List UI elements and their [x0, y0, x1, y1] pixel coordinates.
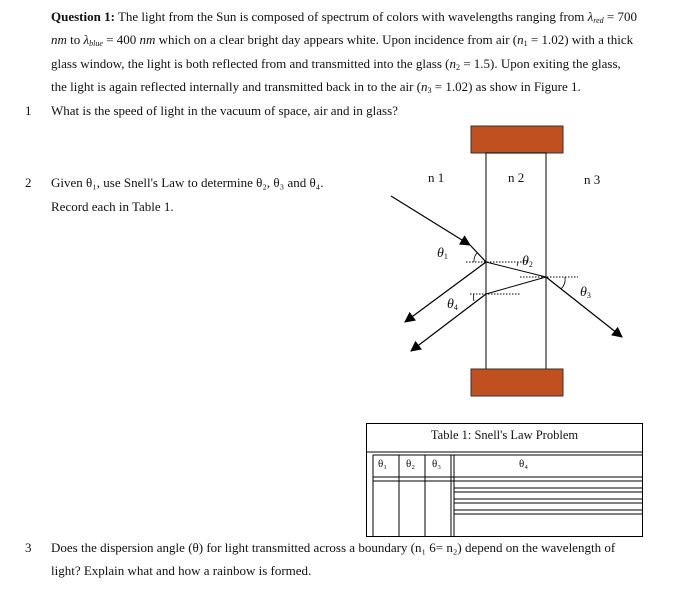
lambda-symbol: λ	[83, 32, 90, 47]
top-block	[471, 126, 563, 153]
label-theta2: $\theta_2$	[522, 254, 533, 269]
item-number: 3	[25, 540, 32, 555]
label-theta1: $\theta_1$	[437, 246, 448, 261]
table-grid	[367, 424, 642, 536]
reflected-ray-1	[405, 262, 486, 322]
intro-text: = 700	[603, 9, 638, 24]
intro-text: = 1.5). Upon exiting the glass,	[459, 56, 621, 71]
question-heading: Question 1:	[51, 9, 115, 24]
item-3-line-2: light? Explain what and how a rainbow is formed.	[51, 563, 312, 578]
subscript: blue	[89, 39, 103, 48]
item-1-text: What is the speed of light in the vacuum of space, air and in glass?	[51, 103, 398, 118]
label-theta4: $\theta_4$	[447, 297, 458, 312]
subscript: 2	[455, 63, 460, 72]
subscript: 3	[427, 86, 432, 95]
angle-arc	[474, 253, 477, 262]
table-header-theta1: θ₁	[378, 458, 388, 470]
snells-law-table	[366, 423, 643, 537]
intro-text: = 1.02) as show in Figure 1.	[431, 79, 581, 94]
table-header-theta3: θ₃	[432, 458, 442, 470]
intro-text: = 1.02) with a thick	[527, 32, 634, 47]
incident-ray-cont	[470, 245, 486, 262]
n-symbol: n	[449, 56, 456, 71]
intro-text: to	[66, 32, 84, 47]
intro-text: the light is again reflected internally and transmitted back in to the air (	[51, 79, 422, 94]
label-n3: n 3	[584, 172, 601, 187]
angle-arc	[473, 294, 474, 301]
incident-ray	[391, 196, 470, 245]
n-symbol: n	[421, 79, 428, 94]
intro-text: which on a clear bright day appears white. Upon incidence from air (	[155, 32, 518, 47]
label-theta3: $\theta_3$	[580, 285, 591, 300]
label-n2: n 2	[508, 170, 525, 185]
unit-text: nm	[51, 32, 67, 47]
n-symbol: n	[517, 32, 524, 47]
bottom-block	[471, 369, 563, 396]
item-2-line-1: Given θ₁, use Snell's Law to determine θ₂, θ₃ and θ₄.	[51, 175, 324, 190]
intro-text: glass window, the light is both reflected from and transmitted into the glass (	[51, 56, 450, 71]
intro-text: The light from the Sun is composed of spectrum of colors with wavelengths ranging from	[117, 9, 588, 24]
table-caption: Table 1: Snell's Law Problem	[430, 428, 579, 442]
table-header-theta2: θ₂	[406, 458, 416, 470]
angle-arc	[561, 277, 565, 289]
item-3-line-1: Does the dispersion angle (θ) for light transmitted across a boundary (n₁ 6= n₂) depend on the wavelength of	[51, 540, 616, 555]
intro-text: = 400	[102, 32, 140, 47]
item-number: 1	[25, 103, 32, 118]
table-header-theta4: θ₄	[519, 458, 529, 470]
unit-text: nm	[139, 32, 156, 47]
subscript: 1	[523, 39, 528, 48]
lambda-symbol: λ	[587, 9, 594, 24]
label-n1: n 1	[428, 170, 445, 185]
subscript: red	[593, 16, 604, 25]
item-number: 2	[25, 175, 32, 190]
item-2-line-2: Record each in Table 1.	[51, 199, 174, 214]
